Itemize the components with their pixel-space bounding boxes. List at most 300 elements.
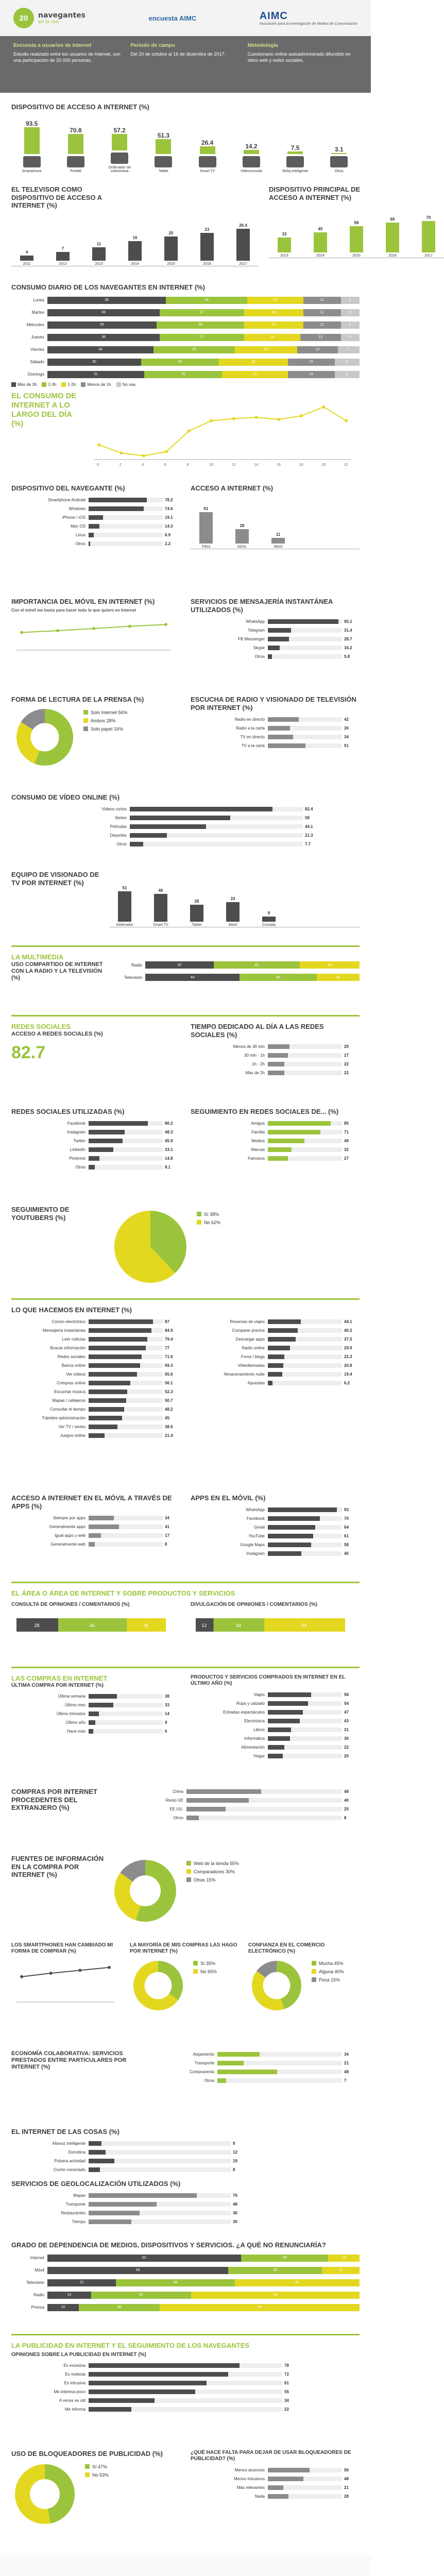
vbar-col [181,871,212,927]
bar-track [89,1407,163,1412]
bar [89,2407,131,2412]
tv-compat-title: EL TELEVISOR COMO DISPOSITIVO DE ACCESO A INTERNET (%) [11,185,102,210]
bar-label: Igual apps y web [54,1533,86,1538]
legend-label: Poca 15% [319,1977,340,1982]
bar-row [191,1336,360,1343]
stack-bar [47,2304,360,2311]
bar-value: 2.2 [165,541,171,547]
bar-value: 41 [165,1524,169,1529]
bar-label: Consola [262,923,276,927]
opinion-right-chart [191,1608,355,1649]
advertising-section [0,2342,371,2439]
bar-track [89,1416,163,1420]
bar-row [109,1805,360,1812]
bar [112,134,127,150]
stack-segment: 8 [335,359,360,366]
divider [11,2334,360,2335]
bar-value: 66 [390,217,395,222]
shopping-title [11,1674,180,1683]
bar-row [191,1155,360,1162]
bar-label: Ordenador [116,923,133,927]
bar-track [268,2468,342,2472]
bar [217,2052,260,2057]
bar-row [191,1052,360,1059]
stack-label: Miércoles [26,323,44,328]
legend-swatch [11,382,16,387]
bar-value: 11 [96,242,101,247]
bar-value: 56 [344,2467,349,2472]
bar-value: 6.2 [344,1381,350,1386]
intro-text: Del 20 de octubre al 16 de diciembre de 2017. [130,51,226,57]
bar-row [11,1710,180,1718]
bar-label: Mac OS [71,524,86,529]
bar [89,1425,117,1429]
vbar-col [145,871,176,927]
bar-value: 48 [344,2069,349,2074]
bar-track [268,1071,342,1075]
bar-row [191,1120,360,1127]
bar [89,2381,207,2385]
bar-label: Otros [75,541,86,547]
bar [268,1071,284,1075]
stack-label: Domingo [27,372,44,377]
bar-label: Amigos [251,1121,265,1126]
bar-label: Nada [254,2494,265,2499]
stack-segment: 18 [244,334,300,341]
bar-track [89,541,163,546]
bar [268,726,290,731]
bar-track [268,1346,342,1350]
stack-segment: 13 [300,334,341,341]
bar-label: Alojamiento [193,2052,214,2057]
bar-row [11,2158,248,2165]
bar-value: 45 [165,1416,169,1421]
device-value: 3.1 [335,145,344,153]
bar [268,1156,288,1161]
stack-segment: 6 [341,297,360,304]
bar-label: Generalmente web [50,1541,86,1547]
stack-row [11,370,360,379]
bar-value: 22 [344,1061,349,1066]
bar-label: Electrónica [244,1718,265,1723]
bar-value: 34 [165,1515,169,1520]
stack-segment: 6 [341,321,360,329]
bar-value: 58 [354,221,359,226]
bar-row [11,1146,180,1154]
stack-segment: 38 [116,2279,234,2286]
bar-track [89,2219,231,2224]
stores-block [130,1942,241,2040]
bar-track [268,743,342,748]
bar [331,153,347,154]
tv-compat-block [11,185,259,273]
legend-item: No usa [116,382,135,387]
blockers-use-block [11,2450,180,2548]
bar-track [268,1053,342,1058]
social-subtitle: ACCESO A REDES SOCIALES (%) [11,1030,103,1037]
bar-row [11,1406,180,1413]
wifi-apps-section [0,1494,371,1577]
bar-value: 22 [284,2407,289,2412]
bar-value: 28 [344,2494,349,2499]
bar-value: 21.3 [305,833,313,838]
bar-row [11,1362,180,1369]
bar-value: 56.1 [165,1381,173,1386]
stack-row [11,345,360,354]
social-time-chart [191,1043,360,1076]
bar-value: 48 [344,1789,349,1794]
bar-row [191,1533,360,1540]
bar-value: 61 [344,1534,349,1539]
bar-value: 30 [233,2219,237,2224]
opinion-left-chart [11,1608,176,1649]
bar [89,1416,122,1420]
access-title: ACCESO A INTERNET (%) [191,484,274,492]
bar-track [268,1745,342,1750]
bar [186,1807,226,1811]
logo-circle-icon: 20 [13,8,34,28]
bar-row [11,1388,180,1396]
bar [89,524,99,529]
sources-title: FUENTES DE INFORMACIÓN EN LA COMPRA POR INTERNET (%) [11,1855,104,1879]
device-value: 51.3 [157,132,170,140]
bar-label: Foros / blogs [241,1354,265,1360]
stack-label: Martes [31,310,44,315]
bar-row [11,497,180,504]
bar-track [268,1727,342,1732]
stack-segment: 25 [144,371,223,378]
bar-row [191,1318,360,1326]
bar [268,2477,303,2481]
legend-label: No 53% [92,2472,109,2478]
bar-value: 17 [165,1533,169,1538]
opinion-left-title: CONSULTA DE OPINIONES / COMENTARIOS (%) [11,1601,130,1607]
bar-value: 78.2 [165,498,173,503]
bar-row [11,2192,248,2199]
bar-row [191,2484,360,2491]
legend-label: No 62% [204,1220,221,1225]
advertising-chart [11,2362,300,2413]
bar [164,236,178,261]
bar-track [89,533,163,537]
multimedia-title-text: LA MULTIMEDIA [11,953,64,961]
devices-title: DISPOSITIVO DE ACCESO A INTERNET (%) [11,103,149,111]
bar [287,151,303,154]
stack-row [11,333,360,342]
bar [89,1328,151,1333]
opinion-left [11,1602,180,1652]
logo-encuesta: encuesta AIMC [148,14,197,22]
bar-track [89,2211,231,2215]
legend-swatch [312,1977,316,1982]
bar [268,717,299,722]
device-item [143,132,184,173]
bar-row [11,1415,180,1422]
stack-row [11,296,360,305]
bar-track [268,637,342,641]
bar-row [109,1814,360,1821]
multimedia-title [11,953,104,961]
foreign-title: COMPRAS POR INTERNET PROCEDENTES DEL EXTRANJERO (%) [11,1788,97,1812]
legend-label: No 65% [200,1969,217,1974]
stack-segment: 8 [335,371,360,378]
wifi-block [11,1494,180,1577]
bar-track [268,1736,342,1741]
mobile-text: Con el móvil me basta para hacer todo lo que quiero en Internet [11,607,136,613]
bar-value: 64 [344,1525,349,1530]
smartphone-buy-chart [11,1955,119,2011]
device-label: Reloj inteligente [282,169,309,173]
legend-label: Sí 38% [204,1212,219,1217]
bar-track [89,1720,163,1725]
opinion-section [0,1589,371,1662]
stack-segment: 6 [341,309,360,316]
bar-track [89,498,163,502]
intro-col [248,42,357,87]
bar-value: 21.4 [165,1433,173,1438]
stack-bar [47,334,360,341]
bar-label: Mapas / callejeros [52,1398,86,1403]
stack-segment: 19 [244,321,303,329]
bar-label: Menos de 30 min [233,1044,265,1049]
bar [268,628,291,633]
bar-track [89,1389,163,1394]
bar-label: Otros [173,1815,183,1820]
donut-hole [130,1875,161,1906]
bar-label: Otros [204,2078,214,2083]
bar-label: Familia [251,1130,265,1135]
bar-row [191,1138,360,1145]
products-title: PRODUCTOS Y SERVICIOS COMPRADOS EN INTERNET EN EL ÚLTIMO AÑO (%) [191,1674,346,1686]
bar-label: Deportes [110,833,127,838]
bar-row [11,2140,248,2147]
bar [268,735,293,739]
bar-value: 70 [344,1516,349,1521]
bar [268,1381,272,1385]
iot-title: EL INTERNET DE LAS COSAS (%) [11,2128,119,2136]
devices-grid [11,116,360,173]
bar [186,1798,249,1803]
activities-chart-right [191,1318,360,1441]
bar [89,2398,155,2403]
legend-swatch [193,1961,198,1965]
legend-item: 2-3h [42,382,56,387]
segment-label: 46 [89,1622,95,1628]
bar [89,515,103,520]
bar-value: 38 [165,1694,169,1699]
radio-tv-block [191,696,360,783]
apps-title: APPS EN EL MÓVIL (%) [191,1494,266,1502]
bar-row [11,1693,180,1700]
blockers-reason-chart [191,2466,360,2500]
bar-value: 40 [344,1798,349,1803]
bar-label: Skype [253,645,265,650]
bar-track [217,2052,342,2057]
bar-value: 31 [344,1727,349,1732]
bar-label: Radio a la carta [235,725,265,731]
bar [130,833,167,838]
bar-row [191,1043,360,1050]
bar-label: Altavoz inteligente [52,2141,86,2146]
bar [89,1389,127,1394]
bar-value: 30 [344,1736,349,1741]
bar-value: 48.3 [165,1130,173,1135]
bar [68,134,83,154]
bar [130,816,230,820]
vbar-col [47,215,78,266]
bar-label: Entradas espectáculos [223,1709,265,1715]
device-icon [23,156,41,167]
stack-segment: 26 [153,346,235,353]
nav-device-chart [11,497,180,548]
bar-label: EE.UU. [169,1806,183,1811]
multimedia-chart [109,953,360,1010]
segment-label: 54 [301,1622,307,1628]
bar-row [53,832,320,839]
bar [89,506,144,511]
bar-label: TV a la carta [241,743,265,748]
bar-value: 12 [233,2150,237,2155]
economy-section [0,2050,371,2117]
bar-label: Más de 2h [245,1070,265,1075]
logo-title: navegantes [38,11,86,20]
bar-label: Banca online [61,1363,86,1368]
legend-swatch [197,1212,201,1216]
bar-track [89,1337,163,1342]
bar [268,1745,284,1750]
bar [56,252,70,260]
vbar-col [83,215,114,266]
stack-segment: 30 [47,359,141,366]
bar-row [191,1146,360,1154]
usage-days-chart [11,296,360,379]
bar [89,1524,119,1529]
bar [89,1703,113,1707]
divider [11,1582,360,1583]
bar [236,229,250,261]
bar-value: 29.9 [344,1346,352,1351]
line-series [22,624,166,632]
mobile-messaging-section [0,598,371,685]
bar-label: Mapas [73,2193,86,2198]
stack-row [109,973,360,982]
bar-row [11,1514,180,1521]
bar-label: Transporte [65,2201,86,2207]
stack-segment: 26 [79,2304,160,2311]
radio-tv-chart [191,716,360,749]
bar-label: Menos intrusivos [233,2476,265,2481]
stack-segment: 15 [288,359,335,366]
bar-row [191,1717,360,1724]
bar-value: 8 [233,2167,235,2173]
intro-col [13,42,123,87]
bar-value: 16 [132,235,138,241]
divider [11,1667,360,1668]
bar-track [89,2202,231,2207]
bar-value: 8 [165,1541,167,1547]
legend-swatch [61,382,66,387]
stack-segment: 32 [145,961,214,969]
divider [11,945,360,947]
bar-label: 1h - 2h [252,1061,265,1066]
bar-track [89,1147,163,1152]
bar-track [89,1433,163,1438]
segment-label: 28 [34,1622,40,1628]
bar [89,1398,126,1403]
intro-text: Estudio realizado entre los usuarios de Internet, con una participación de 20.000 personas. [13,51,121,63]
bar [268,1534,313,1538]
bar-row [11,514,180,521]
bar-row [11,1532,180,1539]
segment-label: 26 [143,1622,149,1628]
bar-row [191,1743,360,1751]
device-value: 93.5 [25,120,38,128]
bar-row [191,1380,360,1387]
nav-device-block [11,484,180,587]
stack-row [11,2303,360,2312]
bar-row [109,1797,360,1804]
stack-row [11,308,360,317]
bar-label: Móvil [228,923,237,927]
legend-label: Sí 47% [92,2464,108,2469]
geo-chart [11,2192,248,2225]
bar [89,1729,93,1734]
bar-label: Comparar precios [232,1328,265,1333]
mobile-chart [11,613,176,659]
bar-label: Vídeos cortos [101,807,127,812]
bar-track [89,1346,163,1350]
stack-segment: 62 [47,2255,241,2262]
tick-label: 0 [97,463,99,467]
bar [268,1692,311,1697]
bar-row [11,1728,180,1735]
messaging-title: SERVICIOS DE MENSAJERÍA INSTANTÁNEA UTILIZADOS (%) [191,598,333,614]
bar [89,2372,228,2377]
dependency-title: GRADO DE DEPENDENCIA DE MEDIOS, DISPOSITIVOS Y SERVICIOS. ¿A QUÉ NO RENUNCIARÍA? [11,2241,326,2249]
bar-label: Telegram [248,628,265,633]
bar-row [191,1541,360,1549]
bar-track [268,1319,342,1324]
intro-band [0,36,371,93]
bar-row [191,1752,360,1759]
legend-swatch [116,382,121,387]
tv-devices-section [0,871,371,938]
bar-label: Domótica [68,2150,86,2155]
radio-tv-title: ESCUCHA DE RADIO Y VISIONADO DE TELEVISIÓN POR INTERNET (%) [191,696,356,711]
bar-label: Último trimestre [56,1711,86,1717]
bar-track [89,1354,163,1359]
device-item [11,120,52,173]
bar [200,233,214,261]
legend-swatch [186,1869,191,1874]
stack-segment: 28 [300,961,360,969]
bar-label: Correo electrónico [52,1319,86,1325]
legend-label: Otras 15% [194,1877,216,1883]
social-used-chart [11,1120,180,1171]
legend-swatch [197,1220,201,1225]
bar-label: Windows [69,506,86,512]
social-access-block [11,1023,180,1100]
bar-track [268,1381,342,1385]
bar-value: 33 [230,896,235,901]
shopping-section [0,1674,371,1777]
bar-label: 2011 [23,262,31,266]
bar-track [268,1692,342,1697]
bar-label: Otros [254,654,265,659]
bar-row [11,2380,300,2387]
bar [268,2468,310,2472]
daily-curve-chart [89,392,356,469]
